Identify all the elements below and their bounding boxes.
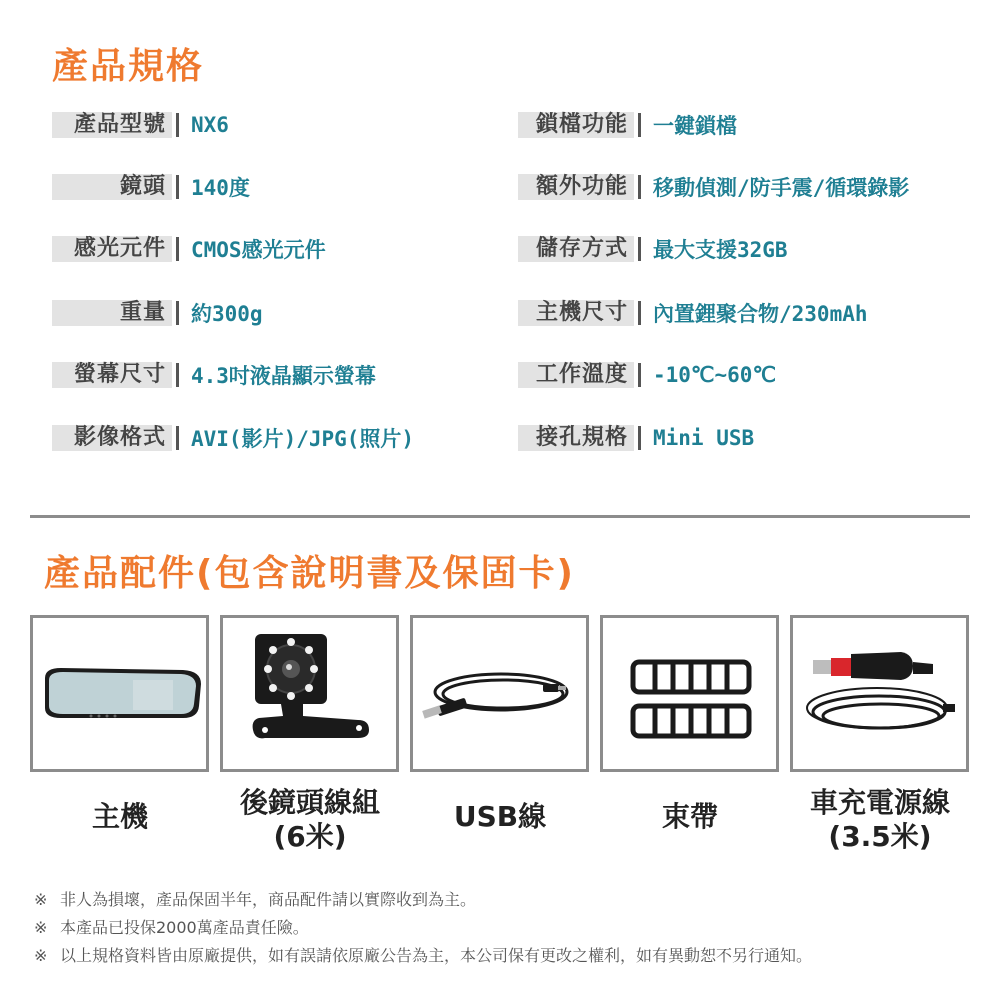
spec-value: CMOS感光元件	[191, 238, 326, 262]
spec-label: 重量	[52, 300, 172, 326]
note-text: 以上規格資料皆由原廠提供，如有誤請依原廠公告為主，本公司保有更改之權利，如有異動恕不另行通知。	[60, 946, 813, 965]
spec-row-battery	[518, 300, 868, 326]
spec-label: 接孔規格	[518, 425, 634, 451]
spec-row-format	[52, 425, 414, 451]
spec-label: 工作溫度	[518, 362, 634, 388]
spec-value: 最大支援32GB	[653, 238, 788, 262]
spec-label: 鎖檔功能	[518, 112, 634, 138]
accessory-label-line: 車充電源線	[809, 786, 950, 819]
spec-divider-bar	[638, 426, 641, 450]
spec-row-temperature	[518, 362, 776, 388]
accessory-image-main-unit	[30, 615, 209, 772]
note-text: 本產品已投保2000萬產品責任險。	[60, 918, 309, 937]
spec-value: NX6	[191, 113, 229, 137]
accessory-label-line: 束帶	[661, 800, 718, 833]
spec-label: 儲存方式	[518, 236, 634, 262]
spec-value: 140度	[191, 176, 250, 200]
note-mark: ※	[34, 946, 48, 965]
accessory-image-usb-cable	[410, 615, 589, 772]
spec-divider-bar	[176, 301, 179, 325]
car-charger-icon	[793, 618, 966, 769]
accessory-label-usb-cable	[405, 800, 595, 834]
spec-value: AVI(影片)/JPG(照片)	[191, 427, 415, 451]
accessory-image-rear-camera	[220, 615, 399, 772]
spec-value: 4.3吋液晶顯示螢幕	[191, 364, 376, 388]
spec-label: 鏡頭	[52, 174, 172, 200]
spec-label: 產品型號	[52, 112, 172, 138]
rear-camera-icon	[223, 618, 396, 769]
spec-value: 一鍵鎖檔	[653, 114, 737, 138]
spec-value: 移動偵測/防手震/循環錄影	[653, 176, 910, 200]
accessory-label-straps	[595, 800, 785, 834]
spec-divider-bar	[176, 363, 179, 387]
spec-divider-bar	[638, 301, 641, 325]
accessory-image-car-charger	[790, 615, 969, 772]
spec-divider-bar	[176, 426, 179, 450]
spec-divider-bar	[176, 237, 179, 261]
footnote	[34, 887, 476, 910]
spec-divider-bar	[638, 237, 641, 261]
accessory-label-line: 後鏡頭線組	[239, 786, 380, 819]
spec-divider-bar	[638, 113, 641, 137]
accessory-label-line: (3.5米)	[828, 820, 932, 853]
spec-divider-bar	[638, 363, 641, 387]
spec-divider-bar	[638, 175, 641, 199]
spec-row-screen	[52, 362, 376, 388]
section-divider	[30, 515, 970, 518]
footnote	[34, 915, 309, 938]
spec-row-model	[52, 112, 229, 138]
note-mark: ※	[34, 890, 48, 909]
spec-row-port	[518, 425, 754, 451]
accessory-label-line: USB線	[453, 800, 547, 833]
note-mark: ※	[34, 918, 48, 937]
spec-label: 主機尺寸	[518, 300, 634, 326]
spec-divider-bar	[176, 175, 179, 199]
note-text: 非人為損壞，產品保固半年，商品配件請以實際收到為主。	[60, 890, 477, 909]
spec-label: 感光元件	[52, 236, 172, 262]
accessory-label-rear-camera	[215, 786, 405, 854]
accessory-label-main-unit	[25, 800, 215, 834]
rubber-strap-icon	[603, 618, 776, 769]
usb-cable-icon	[413, 618, 586, 769]
accessory-label-line: 主機	[91, 800, 148, 833]
spec-row-extra	[518, 174, 909, 200]
accessory-image-straps	[600, 615, 779, 772]
rearview-mirror-camera-icon	[33, 618, 206, 769]
spec-value: 內置鋰聚合物/230mAh	[653, 302, 868, 326]
spec-row-storage	[518, 236, 788, 262]
spec-row-weight	[52, 300, 263, 326]
spec-value: -10℃~60℃	[653, 363, 777, 387]
spec-row-lens	[52, 174, 250, 200]
spec-divider-bar	[176, 113, 179, 137]
accessories-section-title: 產品配件(包含說明書及保固卡)	[44, 553, 575, 594]
spec-value: Mini USB	[653, 426, 755, 450]
spec-label: 影像格式	[52, 425, 172, 451]
accessory-label-car-charger	[785, 786, 975, 854]
spec-value: 約300g	[191, 302, 263, 326]
footnote	[34, 943, 812, 966]
spec-label: 螢幕尺寸	[52, 362, 172, 388]
spec-label: 額外功能	[518, 174, 634, 200]
accessory-label-line: (6米)	[273, 820, 347, 853]
spec-section-title: 產品規格	[52, 46, 205, 87]
spec-row-sensor	[52, 236, 326, 262]
spec-row-lock	[518, 112, 737, 138]
